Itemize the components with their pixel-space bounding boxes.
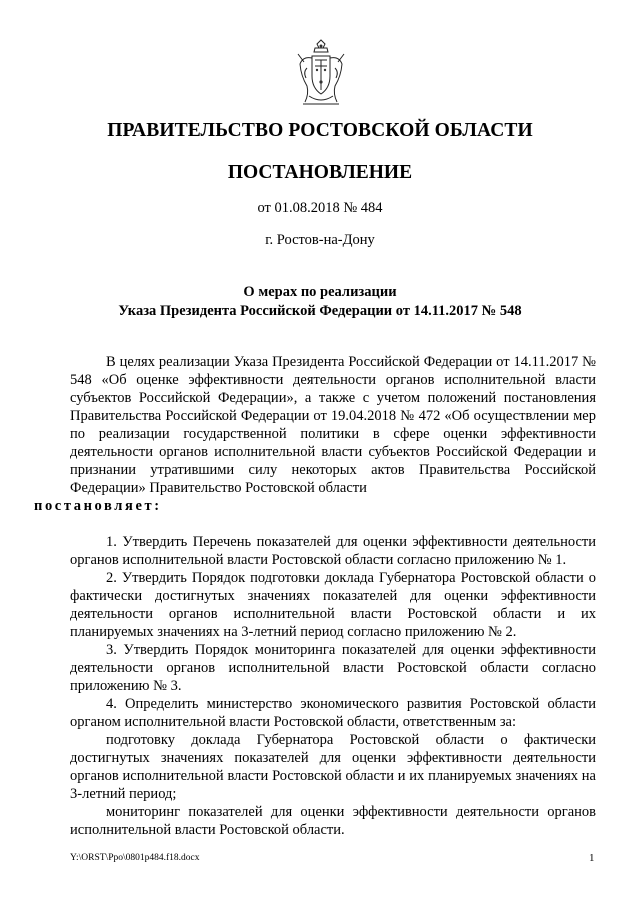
item-3: 3. Утвердить Порядок мониторинга показателей для оценки эффективности деятельности органов исполнительной власти Ростовской области согласно приложению № 3. xyxy=(70,642,596,694)
item-1: 1. Утвердить Перечень показателей для оценки эффективности деятельности органов исполнительной власти Ростовской области согласно приложению № 1. xyxy=(70,534,596,568)
item-4-subitem-2: мониторинг показателей для оценки эффективности деятельности органов исполнительной власти Ростовской области. xyxy=(70,804,596,838)
item-4: 4. Определить министерство экономического развития Ростовской области органом исполнительной власти Ростовской области, ответственным за: xyxy=(70,696,596,730)
document-type: ПОСТАНОВЛЕНИЕ xyxy=(227,162,413,183)
preamble-text: В целях реализации Указа Президента Российской Федерации от 14.11.2017 № 548 «Об оценке эффективности деятельности органов исполнительной власти субъектов Российской Федерации», а также с учетом положений постановления Правительства Российской Федерации от 19.04.2018 № 472 «Об осуществлении мер по реализации государственной политики в сфере оценки эффективности деятельности органов исполнительной власти субъектов Российской Федерации и признании утратившими силу некоторых актов Правительства Российской Федерации» Правительство Ростовской области xyxy=(70,354,596,496)
item-2: 2. Утвердить Порядок подготовки доклада Губернатора Ростовской области о фактически достигнутых значениях показателей для оценки эффективности деятельности органов исполнительной власти Ростовской области и их планируемых значениях на 3-летний период согласно приложению № 2. xyxy=(70,570,596,640)
title-line-2: Указа Президента Российской Федерации от 14.11.2017 № 548 xyxy=(118,303,522,319)
document-city: г. Ростов-на-Дону xyxy=(265,232,375,248)
coat-of-arms-drawing xyxy=(295,38,347,110)
item-4-subitem-1: подготовку доклада Губернатора Ростовской области о фактически достигнутых значениях показателей для оценки эффективности деятельности органов исполнительной власти Ростовской области и их планируемых значениях на 3-летний период; xyxy=(70,732,596,802)
decree-word: постановляет: xyxy=(34,498,162,514)
organization-name: ПРАВИТЕЛЬСТВО РОСТОВСКОЙ ОБЛАСТИ xyxy=(107,120,533,141)
document-body xyxy=(34,353,596,839)
coat-of-arms-icon xyxy=(295,38,347,110)
page-number: 1 xyxy=(589,852,595,864)
title-line-1: О мерах по реализации xyxy=(243,284,397,300)
document-title xyxy=(0,283,640,321)
footer-file-path: Y:\ORST\Ppo\0801p484.f18.docx xyxy=(70,853,200,863)
preamble-paragraph xyxy=(34,353,596,515)
document-date-number: от 01.08.2018 № 484 xyxy=(257,200,383,216)
